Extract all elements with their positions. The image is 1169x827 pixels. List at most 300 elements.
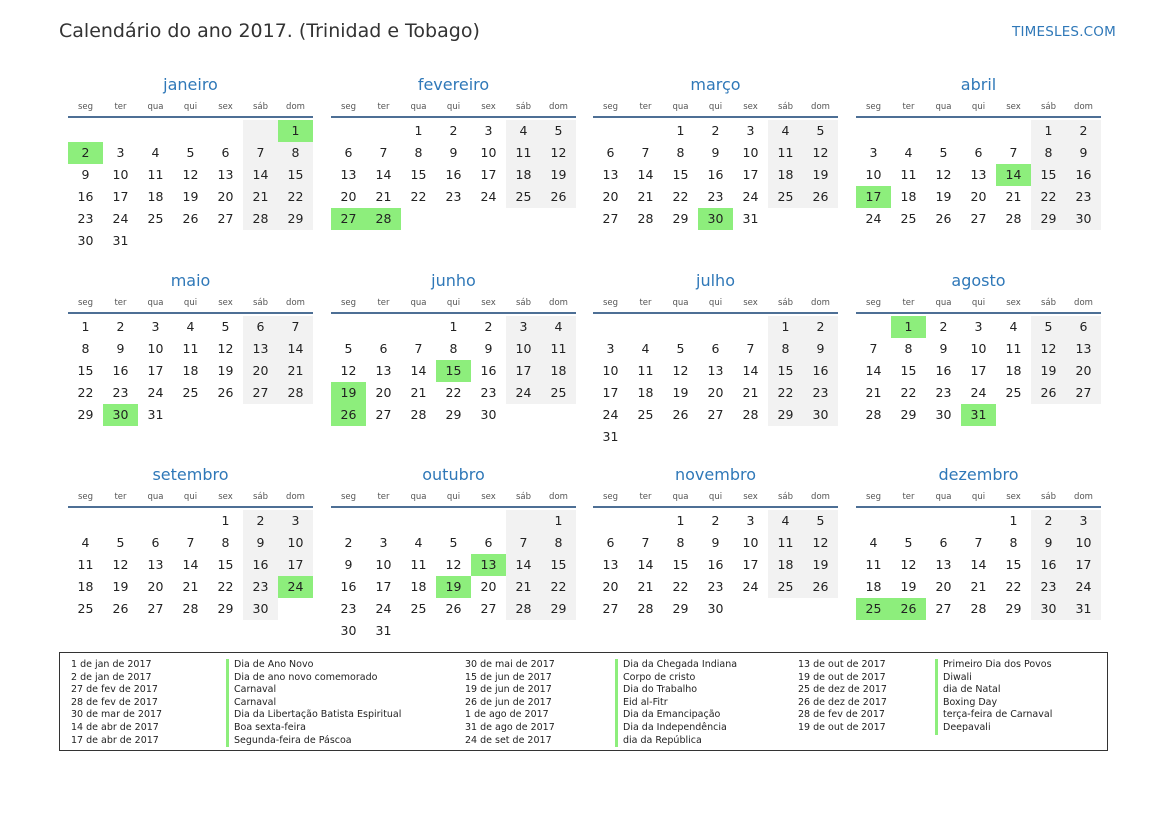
day-cell: 13 (602, 557, 619, 572)
weekday-label: sáb (1040, 492, 1057, 502)
empty-day-cell (103, 510, 138, 532)
day-cell: 14 (742, 363, 759, 378)
holiday-day-cell: 15 (436, 360, 471, 382)
day-grid (593, 510, 838, 620)
day-cell: 29 (541, 598, 576, 620)
day-cell: 29 (1005, 601, 1022, 616)
empty-day-cell (243, 230, 278, 252)
legend-holiday-name: Boxing Day (935, 697, 1052, 710)
weekday-label: qua (410, 492, 427, 502)
day-cell: 20 (970, 189, 987, 204)
day-cell: 24 (480, 189, 497, 204)
day-cell: 27 (1066, 382, 1101, 404)
weekday-label: qua (935, 492, 952, 502)
day-cell: 4 (506, 120, 541, 142)
day-cell: 17 (112, 189, 129, 204)
month-maio (68, 268, 313, 426)
weekday-label: sex (481, 298, 496, 308)
day-cell: 8 (768, 338, 803, 360)
legend-date-column (465, 659, 555, 747)
weekday-label: seg (602, 298, 619, 308)
day-cell: 28 (410, 407, 427, 422)
empty-day-cell (733, 426, 768, 448)
weekday-label: ter (377, 298, 390, 308)
day-cell: 11 (900, 167, 917, 182)
day-cell: 9 (939, 341, 948, 356)
day-cell: 22 (541, 576, 576, 598)
month-fevereiro (331, 72, 576, 230)
legend-date: 30 de mai de 2017 (465, 659, 555, 670)
empty-day-cell (208, 230, 243, 252)
day-cell: 23 (803, 382, 838, 404)
day-cell: 8 (449, 341, 458, 356)
day-cell: 22 (1031, 186, 1066, 208)
empty-day-cell (593, 316, 628, 338)
day-cell: 2 (484, 319, 493, 334)
day-cell: 21 (637, 189, 654, 204)
day-cell: 24 (112, 211, 129, 226)
day-cell: 16 (1066, 164, 1101, 186)
legend-name-column (935, 659, 1052, 735)
day-grid (68, 316, 313, 426)
day-cell: 15 (672, 167, 689, 182)
legend-date: 30 de mar de 2017 (71, 709, 163, 721)
weekday-header (856, 98, 1101, 118)
weekday-label: sex (1006, 102, 1021, 112)
day-cell: 29 (278, 208, 313, 230)
day-cell: 15 (410, 167, 427, 182)
empty-day-cell (803, 208, 838, 230)
day-cell: 1 (414, 123, 423, 138)
day-cell: 9 (116, 341, 125, 356)
day-cell: 3 (151, 319, 160, 334)
day-cell: 13 (217, 167, 234, 182)
day-grid (593, 120, 838, 230)
day-cell: 14 (182, 557, 199, 572)
empty-day-cell (768, 426, 803, 448)
day-cell: 15 (278, 164, 313, 186)
month-março (593, 72, 838, 230)
empty-day-cell (471, 208, 506, 230)
day-cell: 13 (935, 557, 952, 572)
day-cell: 2 (1031, 510, 1066, 532)
day-cell: 10 (970, 341, 987, 356)
day-cell: 2 (803, 316, 838, 338)
day-cell: 28 (278, 382, 313, 404)
day-cell: 19 (541, 164, 576, 186)
legend-holiday-name: dia de Natal (935, 684, 1052, 697)
day-cell: 3 (278, 510, 313, 532)
day-cell: 5 (449, 535, 458, 550)
empty-day-cell (401, 510, 436, 532)
day-cell: 2 (449, 123, 458, 138)
day-cell: 26 (112, 601, 129, 616)
day-cell: 19 (935, 189, 952, 204)
day-cell: 18 (182, 363, 199, 378)
day-cell: 31 (375, 623, 392, 638)
day-cell: 25 (182, 385, 199, 400)
day-grid (68, 510, 313, 620)
weekday-label: ter (377, 492, 390, 502)
weekday-label: qua (147, 492, 164, 502)
weekday-label: qua (672, 298, 689, 308)
day-cell: 5 (803, 510, 838, 532)
weekday-label: sex (218, 492, 233, 502)
day-cell: 22 (77, 385, 94, 400)
day-cell: 23 (112, 385, 129, 400)
day-cell: 30 (935, 407, 952, 422)
day-cell: 17 (480, 167, 497, 182)
weekday-label: sex (1006, 492, 1021, 502)
empty-day-cell (68, 510, 103, 532)
day-cell: 19 (672, 385, 689, 400)
day-cell: 23 (445, 189, 462, 204)
day-cell: 13 (1066, 338, 1101, 360)
day-cell: 1 (449, 319, 458, 334)
day-cell: 1 (768, 316, 803, 338)
day-cell: 29 (217, 601, 234, 616)
weekday-label: ter (639, 492, 652, 502)
day-cell: 11 (182, 341, 199, 356)
day-grid (856, 316, 1101, 426)
brand-link[interactable]: TIMESLES.COM (1012, 24, 1116, 40)
day-cell: 12 (340, 363, 357, 378)
day-cell: 1 (221, 513, 230, 528)
day-cell: 24 (602, 407, 619, 422)
day-cell: 8 (1009, 535, 1018, 550)
weekday-label: ter (902, 102, 915, 112)
weekday-label: qui (708, 102, 723, 112)
holiday-day-cell: 24 (278, 576, 313, 598)
month-name: junho (431, 271, 476, 290)
weekday-header (331, 294, 576, 314)
empty-day-cell (996, 120, 1031, 142)
day-cell: 10 (147, 341, 164, 356)
month-name: novembro (675, 465, 756, 484)
day-cell: 20 (217, 189, 234, 204)
empty-day-cell (541, 404, 576, 426)
empty-day-cell (331, 316, 366, 338)
holiday-day-cell: 19 (331, 382, 366, 404)
month-agosto (856, 268, 1101, 426)
legend-date: 28 de fev de 2017 (798, 709, 885, 721)
legend-holiday-name: terça-feira de Carnaval (935, 709, 1052, 722)
empty-day-cell (628, 316, 663, 338)
day-cell: 20 (602, 189, 619, 204)
weekday-label: qua (672, 492, 689, 502)
day-cell: 27 (480, 601, 497, 616)
month-name: abril (960, 75, 997, 94)
month-novembro (593, 462, 838, 620)
day-cell: 12 (217, 341, 234, 356)
day-cell: 8 (414, 145, 423, 160)
day-cell: 14 (637, 167, 654, 182)
weekday-label: sex (743, 102, 758, 112)
day-cell: 24 (970, 385, 987, 400)
day-cell: 21 (865, 385, 882, 400)
weekday-header (68, 488, 313, 508)
day-cell: 14 (410, 363, 427, 378)
day-cell: 5 (116, 535, 125, 550)
day-cell: 27 (935, 601, 952, 616)
day-cell: 30 (77, 233, 94, 248)
holiday-day-cell: 25 (856, 598, 891, 620)
day-cell: 12 (672, 363, 689, 378)
day-cell: 7 (506, 532, 541, 554)
day-cell: 30 (1066, 208, 1101, 230)
month-janeiro (68, 72, 313, 252)
day-cell: 25 (410, 601, 427, 616)
day-cell: 2 (711, 513, 720, 528)
day-cell: 30 (340, 623, 357, 638)
day-cell: 29 (900, 407, 917, 422)
weekday-label: qui (446, 492, 461, 502)
empty-day-cell (138, 230, 173, 252)
holiday-day-cell: 2 (68, 142, 103, 164)
empty-day-cell (856, 510, 891, 532)
day-cell: 23 (707, 189, 724, 204)
weekday-header (331, 488, 576, 508)
weekday-label: sáb (1040, 298, 1057, 308)
empty-day-cell (891, 120, 926, 142)
empty-day-cell (768, 598, 803, 620)
empty-day-cell (401, 316, 436, 338)
day-cell: 28 (243, 208, 278, 230)
day-cell: 14 (506, 554, 541, 576)
day-cell: 26 (182, 211, 199, 226)
weekday-label: seg (602, 492, 619, 502)
day-cell: 30 (707, 601, 724, 616)
day-cell: 20 (935, 579, 952, 594)
day-cell: 1 (541, 510, 576, 532)
holiday-day-cell: 17 (856, 186, 891, 208)
day-cell: 11 (768, 142, 803, 164)
weekday-label: qui (971, 298, 986, 308)
empty-day-cell (803, 426, 838, 448)
day-cell: 13 (340, 167, 357, 182)
month-setembro (68, 462, 313, 620)
empty-day-cell (628, 510, 663, 532)
day-cell: 17 (375, 579, 392, 594)
day-cell: 17 (278, 554, 313, 576)
day-cell: 3 (116, 145, 125, 160)
day-cell: 25 (768, 186, 803, 208)
day-grid (331, 120, 576, 230)
day-cell: 10 (1066, 532, 1101, 554)
day-cell: 16 (340, 579, 357, 594)
day-cell: 1 (676, 123, 685, 138)
day-cell: 22 (217, 579, 234, 594)
empty-day-cell (541, 208, 576, 230)
day-cell: 15 (541, 554, 576, 576)
day-cell: 6 (379, 341, 388, 356)
day-cell: 1 (1031, 120, 1066, 142)
day-cell: 3 (379, 535, 388, 550)
day-cell: 17 (742, 167, 759, 182)
weekday-label: qui (446, 298, 461, 308)
month-abril (856, 72, 1101, 230)
day-cell: 14 (865, 363, 882, 378)
empty-day-cell (471, 510, 506, 532)
day-cell: 29 (672, 601, 689, 616)
day-cell: 5 (939, 145, 948, 160)
day-cell: 19 (803, 164, 838, 186)
day-cell: 30 (480, 407, 497, 422)
day-cell: 16 (77, 189, 94, 204)
day-cell: 26 (672, 407, 689, 422)
day-cell: 24 (742, 579, 759, 594)
day-cell: 22 (900, 385, 917, 400)
month-name: setembro (152, 465, 229, 484)
legend-holiday-name: Dia da Chegada Indiana (615, 659, 737, 672)
day-cell: 5 (541, 120, 576, 142)
weekday-label: dom (286, 102, 305, 112)
empty-day-cell (366, 510, 401, 532)
day-cell: 27 (217, 211, 234, 226)
weekday-label: ter (114, 492, 127, 502)
legend-holiday-name: Corpo de cristo (615, 672, 737, 685)
legend-holiday-name: Eid al-Fitr (615, 697, 737, 710)
empty-day-cell (803, 598, 838, 620)
weekday-header (593, 488, 838, 508)
day-cell: 10 (112, 167, 129, 182)
day-cell: 5 (221, 319, 230, 334)
weekday-label: ter (639, 102, 652, 112)
day-cell: 13 (707, 363, 724, 378)
weekday-label: dom (811, 492, 830, 502)
day-cell: 3 (484, 123, 493, 138)
day-cell: 24 (506, 382, 541, 404)
legend-date: 13 de out de 2017 (798, 659, 886, 670)
day-cell: 9 (711, 535, 720, 550)
day-cell: 30 (243, 598, 278, 620)
day-cell: 19 (217, 363, 234, 378)
day-cell: 2 (939, 319, 948, 334)
day-cell: 28 (1005, 211, 1022, 226)
day-grid (593, 316, 838, 448)
day-cell: 4 (768, 120, 803, 142)
day-cell: 3 (746, 513, 755, 528)
day-cell: 6 (221, 145, 230, 160)
day-cell: 22 (445, 385, 462, 400)
day-cell: 8 (1031, 142, 1066, 164)
day-cell: 24 (147, 385, 164, 400)
day-cell: 14 (278, 338, 313, 360)
day-cell: 21 (970, 579, 987, 594)
day-cell: 20 (243, 360, 278, 382)
empty-day-cell (768, 208, 803, 230)
weekday-label: sex (743, 492, 758, 502)
holiday-day-cell: 27 (331, 208, 366, 230)
day-cell: 11 (541, 338, 576, 360)
weekday-label: dom (1074, 298, 1093, 308)
day-cell: 14 (970, 557, 987, 572)
day-cell: 26 (445, 601, 462, 616)
day-cell: 3 (746, 123, 755, 138)
legend-date: 26 de dez de 2017 (798, 696, 887, 708)
holiday-day-cell: 26 (891, 598, 926, 620)
day-cell: 4 (904, 145, 913, 160)
day-cell: 26 (803, 576, 838, 598)
day-cell: 14 (637, 557, 654, 572)
day-cell: 6 (151, 535, 160, 550)
weekday-label: dom (811, 102, 830, 112)
day-cell: 13 (970, 167, 987, 182)
empty-day-cell (138, 510, 173, 532)
day-cell: 9 (449, 145, 458, 160)
day-cell: 29 (1031, 208, 1066, 230)
day-cell: 12 (803, 532, 838, 554)
day-cell: 17 (1066, 554, 1101, 576)
day-cell: 9 (344, 557, 353, 572)
day-cell: 10 (278, 532, 313, 554)
day-cell: 12 (1031, 338, 1066, 360)
day-cell: 10 (375, 557, 392, 572)
day-cell: 23 (480, 385, 497, 400)
day-cell: 15 (768, 360, 803, 382)
weekday-label: dom (549, 298, 568, 308)
day-cell: 11 (865, 557, 882, 572)
day-cell: 12 (445, 557, 462, 572)
day-cell: 25 (147, 211, 164, 226)
day-cell: 9 (243, 532, 278, 554)
day-cell: 26 (1031, 382, 1066, 404)
empty-day-cell (331, 510, 366, 532)
month-name: dezembro (938, 465, 1019, 484)
weekday-label: seg (865, 298, 882, 308)
day-cell: 1 (1009, 513, 1018, 528)
day-cell: 28 (637, 211, 654, 226)
day-cell: 10 (742, 535, 759, 550)
day-cell: 16 (707, 557, 724, 572)
empty-day-cell (208, 120, 243, 142)
weekday-label: qui (708, 492, 723, 502)
legend-date: 17 de abr de 2017 (71, 734, 159, 746)
day-cell: 19 (900, 579, 917, 594)
weekday-label: sáb (515, 102, 532, 112)
weekday-label: qui (183, 102, 198, 112)
day-cell: 30 (803, 404, 838, 426)
weekday-label: seg (865, 492, 882, 502)
day-cell: 7 (278, 316, 313, 338)
day-cell: 21 (375, 189, 392, 204)
day-cell: 4 (151, 145, 160, 160)
month-name: agosto (951, 271, 1006, 290)
legend-date: 14 de abr de 2017 (71, 721, 159, 733)
day-cell: 10 (742, 145, 759, 160)
day-cell: 2 (344, 535, 353, 550)
day-cell: 6 (344, 145, 353, 160)
day-cell: 15 (672, 557, 689, 572)
empty-day-cell (733, 316, 768, 338)
weekday-label: ter (639, 298, 652, 308)
day-cell: 11 (637, 363, 654, 378)
day-cell: 19 (803, 554, 838, 576)
day-cell: 15 (77, 363, 94, 378)
day-cell: 4 (768, 510, 803, 532)
day-cell: 16 (480, 363, 497, 378)
day-cell: 5 (186, 145, 195, 160)
day-cell: 13 (602, 167, 619, 182)
day-cell: 6 (974, 145, 983, 160)
empty-day-cell (506, 208, 541, 230)
day-cell: 15 (1005, 557, 1022, 572)
day-cell: 13 (147, 557, 164, 572)
day-cell: 23 (1031, 576, 1066, 598)
day-cell: 25 (637, 407, 654, 422)
day-cell: 5 (904, 535, 913, 550)
day-cell: 19 (182, 189, 199, 204)
